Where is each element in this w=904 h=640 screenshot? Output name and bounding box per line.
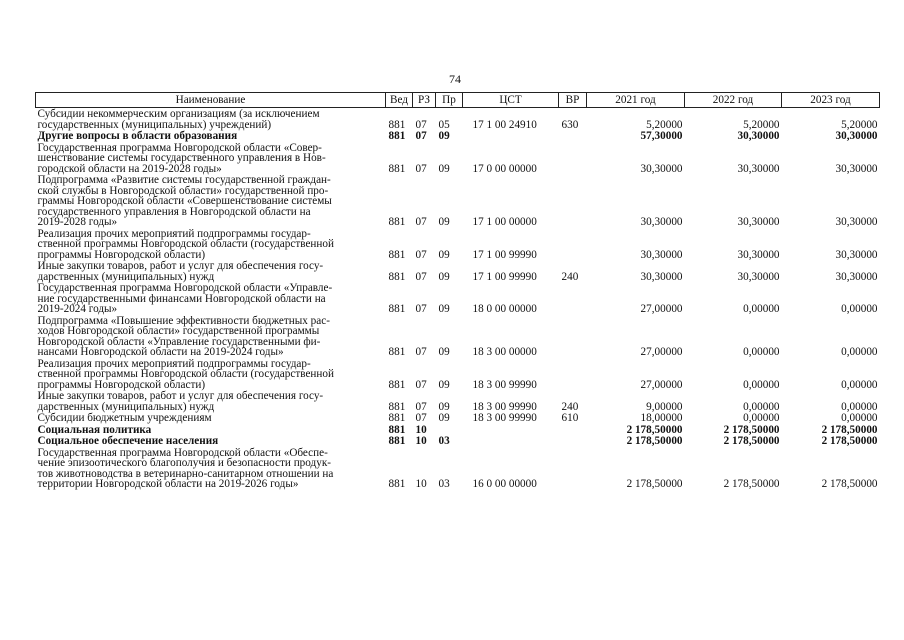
- row-vr: 240: [561, 270, 579, 283]
- row-pr: 05: [438, 118, 450, 131]
- table-row: [36, 174, 880, 228]
- row-name: [36, 390, 386, 412]
- row-rz: 07: [415, 303, 427, 315]
- table-row: [36, 260, 880, 282]
- row-cst: 17 1 00 99990: [472, 248, 537, 261]
- row-name-line: Реализация прочих мероприятий подпрограммы государ-: [37, 357, 311, 370]
- row-amount-2023: 2 178,50000: [821, 478, 878, 490]
- row-cst: [463, 130, 559, 142]
- row-amount-2021: 27,00000: [640, 346, 683, 358]
- row-name-line: Субсидии некоммерческим организациям (за исключением: [37, 108, 320, 120]
- row-ved: 881: [388, 216, 406, 228]
- row-rz: 07: [415, 412, 427, 424]
- row-amount-2021: 2 178,50000: [626, 423, 683, 436]
- row-name-line: городской области на 2019-2028 годы»: [37, 162, 222, 175]
- row-ved: 881: [388, 270, 406, 283]
- table-row: [36, 424, 880, 436]
- row-amount-2023: 30,30000: [835, 270, 878, 283]
- row-name-line: дарственных (муниципальных) нужд: [37, 400, 215, 413]
- row-cst: 18 3 00 99990: [472, 378, 537, 391]
- row-vr: [559, 282, 587, 315]
- row-name: [36, 435, 386, 447]
- row-amount-2023: 0,00000: [841, 346, 878, 358]
- row-amount-2023: 0,00000: [841, 303, 878, 315]
- row-vr: 630: [561, 118, 579, 131]
- row-name-line: Подпрограмма «Повышение эффективности бюджетных рас-: [37, 314, 330, 327]
- row-amount-2023: 5,20000: [841, 118, 878, 131]
- row-pr: 09: [438, 248, 450, 261]
- row-name: [36, 315, 386, 358]
- header-rz: РЗ: [413, 93, 436, 108]
- budget-table: [35, 92, 880, 490]
- row-rz: 07: [415, 378, 427, 391]
- row-amount-2023: 0,00000: [841, 378, 878, 391]
- row-pr: 03: [438, 478, 450, 490]
- row-amount-2022: 30,30000: [737, 130, 780, 142]
- header-cst: ЦСТ: [463, 93, 559, 108]
- row-name-line: Субсидии бюджетным учреждениям: [37, 412, 212, 424]
- row-amount-2021: 30,30000: [640, 162, 683, 175]
- row-amount-2021: 2 178,50000: [626, 435, 683, 447]
- row-name-line: Другие вопросы в области образования: [37, 130, 238, 142]
- row-cst: 17 1 00 00000: [472, 216, 537, 228]
- row-rz: 07: [415, 118, 427, 131]
- row-name-line: шенствование системы государственного управления в Нов-: [37, 152, 326, 164]
- row-cst: 16 0 00 00000: [472, 478, 537, 490]
- table-row: [36, 412, 880, 424]
- row-vr: [559, 228, 587, 261]
- row-vr: [559, 447, 587, 490]
- row-pr: 09: [438, 270, 450, 283]
- table-row: [36, 358, 880, 391]
- row-vr: [559, 315, 587, 358]
- row-ved: 881: [388, 248, 406, 261]
- row-amount-2021: 9,00000: [646, 400, 683, 413]
- row-pr: 09: [438, 400, 450, 413]
- row-amount-2021: 27,00000: [640, 378, 683, 391]
- row-name: [36, 412, 386, 424]
- row-rz: 10: [415, 478, 427, 490]
- row-name: [36, 424, 386, 436]
- row-vr: [559, 358, 587, 391]
- header-ved: Вед: [386, 93, 413, 108]
- row-name-line: Социальная политика: [37, 423, 152, 436]
- header-2022: 2022 год: [685, 93, 782, 108]
- row-name-line: Государственная программа Новгородской области «Совер-: [37, 141, 322, 154]
- row-name-line: ние государственными финансами Новгородской области на: [37, 292, 326, 305]
- row-amount-2022: 2 178,50000: [723, 478, 780, 490]
- row-amount-2023: 30,30000: [835, 216, 878, 228]
- row-name-line: Новгородской области «Управление государственными фи-: [37, 335, 321, 348]
- row-name-line: ской службы в Новгородской области» государственной про-: [37, 184, 329, 197]
- table-row: [36, 108, 880, 131]
- row-name-line: государственных (муниципальных) учреждений): [37, 118, 272, 131]
- header-2021: 2021 год: [587, 93, 685, 108]
- row-vr: [559, 174, 587, 228]
- row-vr: 610: [561, 412, 579, 424]
- header-vr: ВР: [559, 93, 587, 108]
- row-name-line: Государственная программа Новгородской области «Обеспе-: [37, 446, 328, 459]
- row-amount-2021: 2 178,50000: [626, 478, 683, 490]
- table-row: [36, 130, 880, 142]
- row-name-line: территории Новгородской области на 2019-2026 годы»: [37, 478, 299, 490]
- row-name: [36, 282, 386, 315]
- header-2023: 2023 год: [782, 93, 880, 108]
- row-amount-2021: 27,00000: [640, 303, 683, 315]
- page-number: 74: [449, 72, 461, 86]
- row-pr: 09: [438, 216, 450, 228]
- row-name-line: Подпрограмма «Развитие системы государственной граждан-: [37, 174, 331, 186]
- row-amount-2022: 30,30000: [737, 248, 780, 261]
- row-amount-2022: 2 178,50000: [723, 423, 780, 436]
- row-name-line: чение эпизоотического благополучия и безопасности продук-: [37, 457, 331, 469]
- table-row: [36, 142, 880, 175]
- row-amount-2023: 0,00000: [841, 400, 878, 413]
- table-row: [36, 435, 880, 447]
- row-name-line: ственной программы Новгородской области (государственной: [37, 368, 334, 380]
- table-row: [36, 390, 880, 412]
- row-cst: 18 3 00 00000: [472, 346, 537, 358]
- row-pr: [436, 424, 463, 436]
- row-cst: 18 3 00 99990: [472, 412, 537, 424]
- row-pr: 09: [438, 303, 450, 315]
- row-amount-2023: 30,30000: [835, 130, 878, 142]
- row-amount-2023: 30,30000: [835, 248, 878, 261]
- row-name-line: граммы Новгородской области «Совершенствование системы: [37, 195, 332, 207]
- row-name-line: 2019-2024 годы»: [37, 303, 118, 315]
- row-name: [36, 130, 386, 142]
- table-row: [36, 447, 880, 490]
- row-amount-2021: 5,20000: [646, 118, 683, 131]
- row-ved: 881: [388, 423, 406, 436]
- row-ved: 881: [388, 303, 406, 315]
- row-rz: 07: [415, 270, 427, 283]
- row-vr: 240: [561, 400, 579, 413]
- row-amount-2023: 0,00000: [841, 412, 878, 424]
- row-cst: 17 1 00 24910: [472, 118, 537, 131]
- row-name-line: 2019-2028 годы»: [37, 216, 118, 228]
- row-name: [36, 142, 386, 175]
- row-amount-2022: 2 178,50000: [723, 435, 780, 447]
- row-pr: 09: [438, 378, 450, 391]
- table-row: [36, 228, 880, 261]
- row-ved: 881: [388, 435, 406, 447]
- row-amount-2022: 5,20000: [743, 118, 780, 131]
- row-cst: 18 0 00 00000: [472, 303, 537, 315]
- row-name-line: Реализация прочих мероприятий подпрограммы государ-: [37, 227, 311, 240]
- row-amount-2022: 0,00000: [743, 303, 780, 315]
- row-ved: 881: [388, 378, 406, 391]
- row-amount-2022: 30,30000: [737, 270, 780, 283]
- row-ved: 881: [388, 400, 406, 413]
- row-vr: [559, 435, 587, 447]
- row-name: [36, 358, 386, 391]
- row-amount-2021: 57,30000: [640, 130, 683, 142]
- row-amount-2022: 30,30000: [737, 162, 780, 175]
- row-ved: 881: [388, 130, 406, 142]
- row-cst: 17 1 00 99990: [472, 270, 537, 283]
- row-rz: 07: [415, 400, 427, 413]
- row-vr: [559, 142, 587, 175]
- row-rz: 07: [415, 216, 427, 228]
- row-name: [36, 228, 386, 261]
- row-cst: 18 3 00 99990: [472, 400, 537, 413]
- table-row: [36, 282, 880, 315]
- row-cst: [463, 435, 559, 447]
- row-name-line: Иные закупки товаров, работ и услуг для обеспечения госу-: [37, 390, 324, 402]
- row-name-line: нансами Новгородской области на 2019-2024 годы»: [37, 346, 284, 358]
- table-body: [36, 108, 880, 490]
- row-rz: 07: [415, 130, 427, 142]
- row-cst: 17 0 00 00000: [472, 162, 537, 175]
- row-pr: 09: [438, 130, 450, 142]
- row-cst: [463, 424, 559, 436]
- row-name-line: тов животноводства в ветеринарно-санитарном отношении на: [37, 467, 334, 480]
- row-amount-2021: 30,30000: [640, 270, 683, 283]
- row-ved: 881: [388, 346, 406, 358]
- table-header-row: [36, 93, 880, 108]
- row-ved: 881: [388, 478, 406, 490]
- row-amount-2021: 18,00000: [640, 412, 683, 424]
- row-amount-2023: 2 178,50000: [821, 435, 878, 447]
- row-name-line: государственного управления в Новгородской области на: [37, 205, 311, 218]
- row-name-line: Государственная программа Новгородской области «Управле-: [37, 282, 333, 294]
- row-vr: [559, 424, 587, 436]
- header-pr: Пр: [436, 93, 463, 108]
- table-row: [36, 315, 880, 358]
- row-pr: 09: [438, 346, 450, 358]
- row-amount-2022: 0,00000: [743, 412, 780, 424]
- row-name: [36, 174, 386, 228]
- row-pr: 03: [438, 435, 450, 447]
- row-name-line: ходов Новгородской области» государственной программы: [37, 325, 320, 337]
- row-amount-2022: 0,00000: [743, 378, 780, 391]
- row-rz: 07: [415, 162, 427, 175]
- row-ved: 881: [388, 412, 406, 424]
- row-name: [36, 447, 386, 490]
- row-ved: 881: [388, 118, 406, 131]
- row-name-line: Социальное обеспечение населения: [37, 435, 219, 447]
- row-vr: [559, 130, 587, 142]
- row-rz: 10: [415, 423, 427, 436]
- row-name-line: программы Новгородской области): [37, 248, 206, 261]
- row-amount-2022: 0,00000: [743, 400, 780, 413]
- row-name-line: ственной программы Новгородской области (государственной: [37, 238, 334, 250]
- row-amount-2022: 0,00000: [743, 346, 780, 358]
- row-amount-2023: 30,30000: [835, 162, 878, 175]
- row-rz: 10: [415, 435, 427, 447]
- row-name-line: программы Новгородской области): [37, 378, 206, 391]
- header-name: Наименование: [36, 93, 386, 108]
- row-amount-2023: 2 178,50000: [821, 423, 878, 436]
- row-rz: 07: [415, 248, 427, 261]
- row-ved: 881: [388, 162, 406, 175]
- row-name-line: дарственных (муниципальных) нужд: [37, 270, 215, 283]
- row-name: [36, 260, 386, 282]
- row-rz: 07: [415, 346, 427, 358]
- row-pr: 09: [438, 162, 450, 175]
- row-name-line: Иные закупки товаров, работ и услуг для обеспечения госу-: [37, 260, 324, 272]
- row-name: [36, 108, 386, 131]
- row-pr: 09: [438, 412, 450, 424]
- row-amount-2021: 30,30000: [640, 248, 683, 261]
- row-amount-2021: 30,30000: [640, 216, 683, 228]
- row-amount-2022: 30,30000: [737, 216, 780, 228]
